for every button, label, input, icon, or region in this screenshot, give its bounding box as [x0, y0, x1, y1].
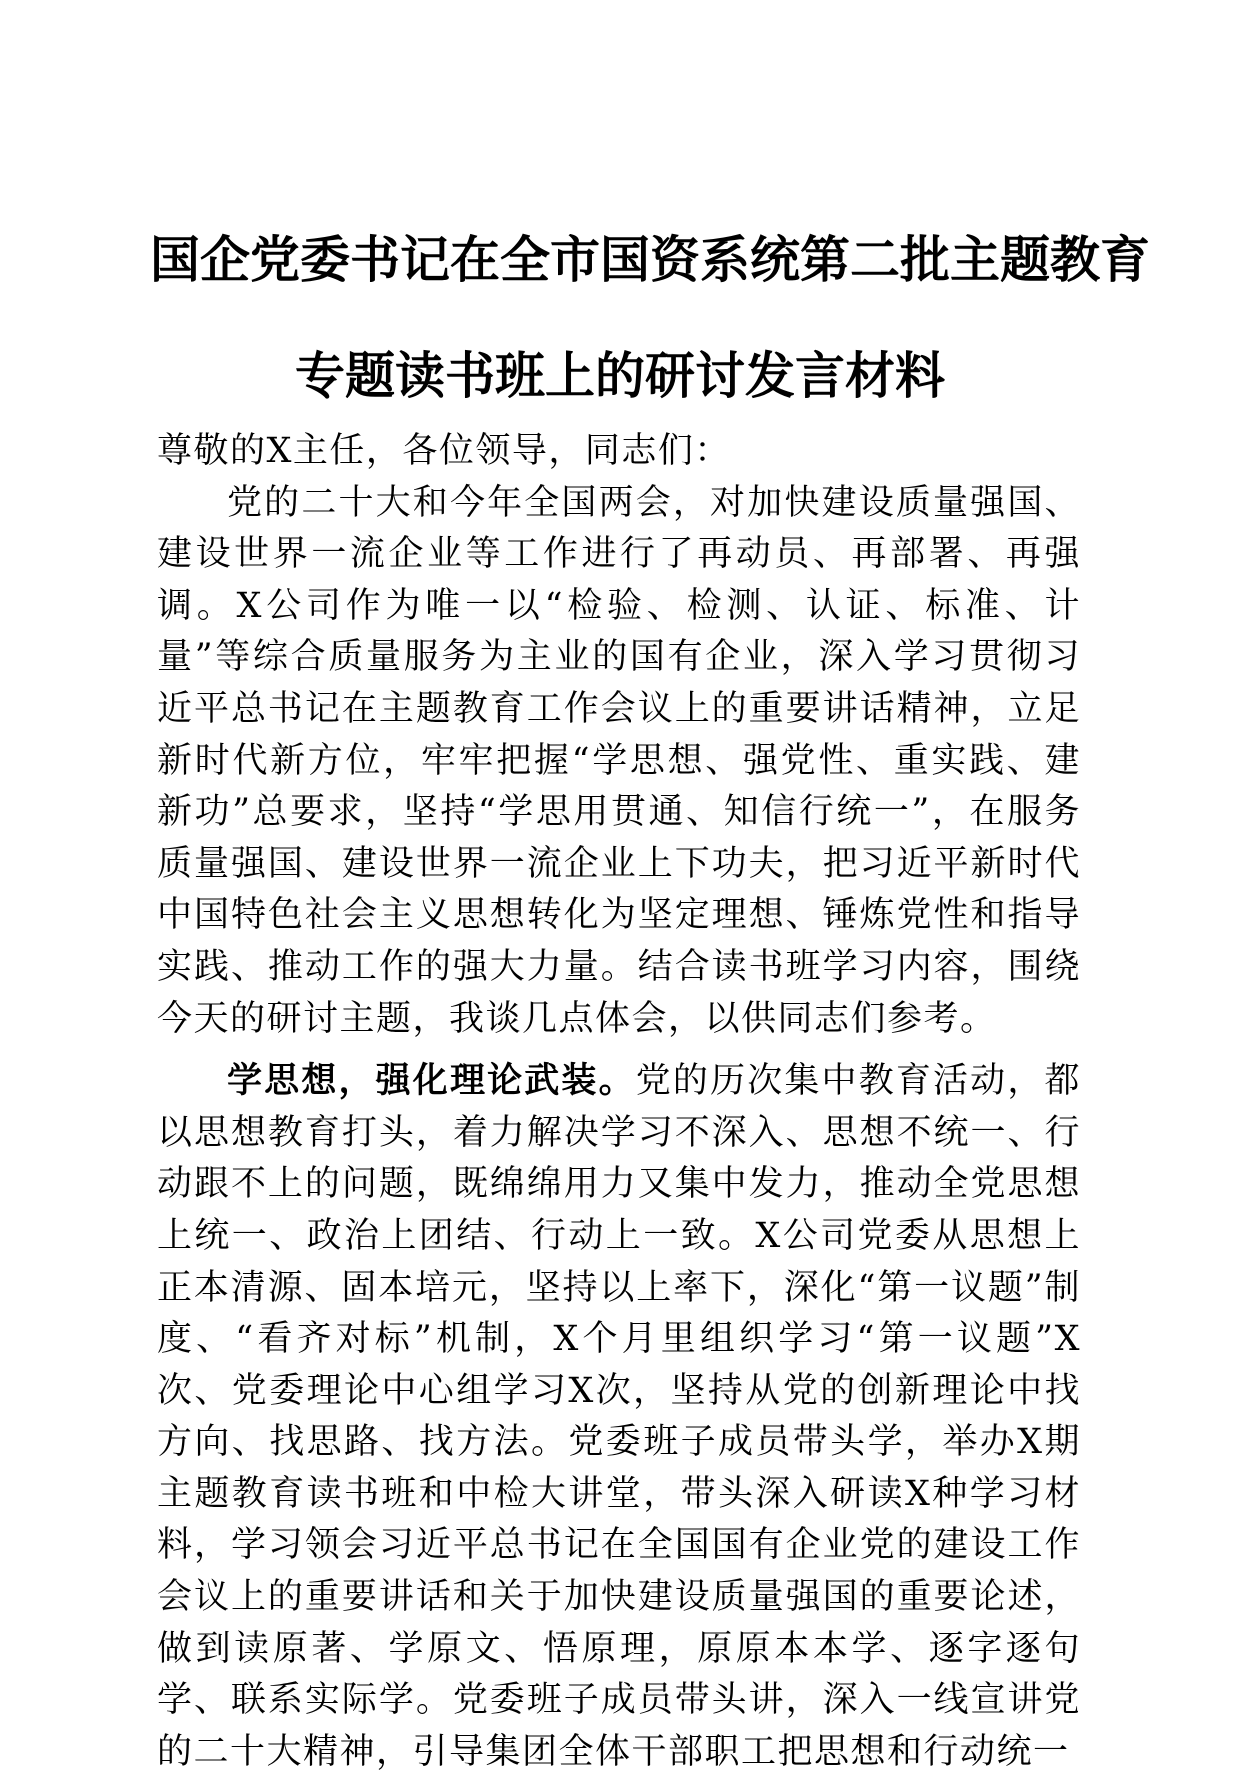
paragraph-lead-heading: 学思想，强化理论武装。	[227, 1060, 636, 1102]
document-body	[157, 426, 1081, 1778]
paragraph-study-thought	[157, 1055, 1081, 1778]
paragraph-introduction: 党的二十大和今年全国两会，对加快建设质量强国、建设世界一流企业等工作进行了再动员、再部署、再强调。X公司作为唯一以“检验、检测、认证、标准、计量”等综合质量服务为主业的国有企业，深入学习贯彻习近平总书记在主题教育工作会议上的重要讲话精神，立足新时代新方位，牢牢把握“学思想、强党性、重实践、建新功”总要求，坚持“学思用贯通、知信行统一”，在服务质量强国、建设世界一流企业上下功夫，把习近平新时代中国特色社会主义思想转化为坚定理想、锤炼党性和指导实践、推动工作的强大力量。结合读书班学习内容，围绕今天的研讨主题，我谈几点体会，以供同志们参考。	[157, 482, 1081, 1039]
salutation: 尊敬的X主任，各位领导，同志们：	[157, 431, 731, 471]
document-title-line-1: 国企党委书记在全市国资系统第二批主题教育	[150, 230, 1150, 289]
paragraph-body-text: 党的历次集中教育活动，都以思想教育打头，着力解决学习不深入、思想不统一、行动跟不上的问题，既绵绵用力又集中发力，推动全党思想上统一、政治上团结、行动上一致。X公司党委从思想上正本清源、固本培元，坚持以上率下，深化“第一议题”制度、“看齐对标”机制，X个月里组织学习“第一议题”X次、党委理论中心组学习X次，坚持从党的创新理论中找方向、找思路、找方法。党委班子成员带头学，举办X期主题教育读书班和中检大讲堂，带头深入研读X种学习材料，学习领会习近平总书记在全国国有企业党的建设工作会议上的重要讲话和关于加快建设质量强国的重要论述，做到读原著、学原文、悟原理，原原本本学、逐字逐句学、联系实际学。党委班子成员带头讲，深入一线宣讲党的二十大精神，引导集团全体干部职工把思想和行动统一	[157, 1061, 1081, 1772]
document-title-line-2: 专题读书班上的研讨发言材料	[295, 346, 945, 405]
